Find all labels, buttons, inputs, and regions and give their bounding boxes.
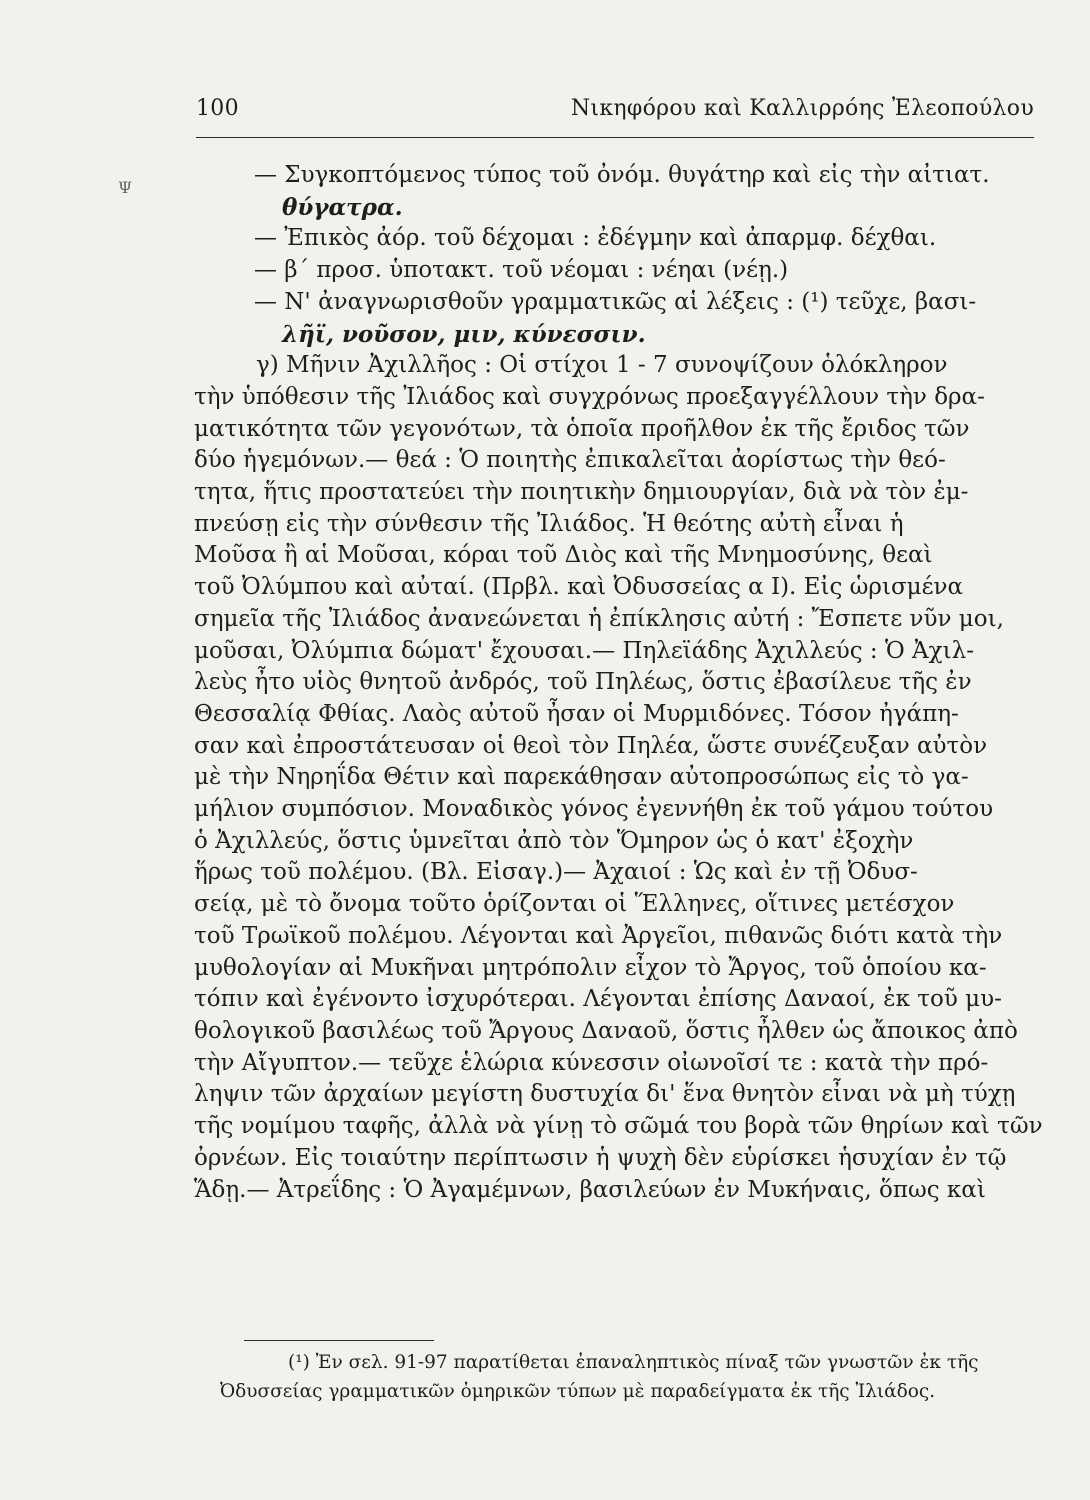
text-line: ματικότητα τῶν γεγονότων, τὰ ὁποῖα προῆλθον ἐκ τῆς ἔριδος τῶν — [194, 415, 970, 442]
margin-mark: Ψ — [118, 178, 133, 197]
text-line: Μοῦσα ἢ αἱ Μοῦσαι, κόραι τοῦ Διὸς καὶ τῆς Μνημοσύνης, θεαὶ — [194, 542, 933, 569]
text-line: τοῦ Τρωϊκοῦ πολέμου. Λέγονται καὶ Ἀργεῖοι, πιθανῶς διότι κατὰ τὴν — [194, 922, 1003, 949]
text-line: — β΄ προσ. ὑποτακτ. τοῦ νέομαι : νέηαι (νέῃ.) — [254, 257, 789, 284]
text-line: Ἅδῃ.— Ἀτρεΐδης : Ὁ Ἀγαμέμνων, βασιλεύων ἐν Μυκήναις, ὅπως καὶ — [194, 1176, 986, 1203]
text-line: τῆς νομίμου ταφῆς, ἀλλὰ νὰ γίνῃ τὸ σῶμά του βορὰ τῶν θηρίων καὶ τῶν — [194, 1113, 1043, 1140]
text-line: ὁ Ἀχιλλεύς, ὅστις ὑμνεῖται ἀπὸ τὸν Ὅμηρον ὡς ὁ κατ' ἐξοχὴν — [194, 827, 914, 854]
text-line: μυθολογίαν αἱ Μυκῆναι μητρόπολιν εἶχον τὸ Ἄργος, τοῦ ὁποίου κα- — [194, 954, 987, 981]
text-line: Θεσσαλίᾳ Φθίας. Λαὸς αὐτοῦ ἦσαν οἱ Μυρμιδόνες. Τόσον ἠγάπη- — [194, 700, 959, 727]
page-number: 100 — [196, 96, 239, 121]
text-line: γ) Μῆνιν Ἀχιλλῆος : Οἱ στίχοι 1 - 7 συνοψίζουν ὁλόκληρον — [256, 352, 948, 379]
text-line: τὴν ὑπόθεσιν τῆς Ἰλιάδος καὶ συγχρόνως προεξαγγέλλουν τὴν δρα- — [194, 383, 985, 410]
footnote-line: (¹) Ἐν σελ. 91-97 παρατίθεται ἐπαναληπτικὸς πίναξ τῶν γνωστῶν ἐκ τῆς — [288, 1352, 979, 1373]
text-line: ὀρνέων. Εἰς τοιαύτην περίπτωσιν ἡ ψυχὴ δὲν εὑρίσκει ἡσυχίαν ἐν τῷ — [194, 1144, 1007, 1171]
text-line: σαν καὶ ἐπροστάτευσαν οἱ θεοὶ τὸν Πηλέα, ὥστε συνέζευξαν αὐτὸν — [194, 732, 988, 759]
header-rule — [196, 137, 1034, 138]
text-line: λῆϊ, νοῦσον, μιν, κύνεσσιν. — [282, 320, 646, 348]
text-line: — Ἐπικὸς ἀόρ. τοῦ δέχομαι : ἐδέγμην καὶ ἀπαρμφ. δέχθαι. — [254, 225, 937, 252]
text-line: θολογικοῦ βασιλέως τοῦ Ἄργους Δαναοῦ, ὅστις ἦλθεν ὡς ἄποικος ἀπὸ — [194, 1017, 1018, 1044]
text-line: τητα, ἥτις προστατεύει τὴν ποιητικὴν δημιουργίαν, διὰ νὰ τὸν ἐμ- — [194, 479, 969, 506]
running-title: Νικηφόρου καὶ Καλλιρρόης Ἐλεοπούλου — [570, 96, 1034, 121]
text-line: πνεύσῃ εἰς τὴν σύνθεσιν τῆς Ἰλιάδος. Ἡ θεότης αὐτὴ εἶναι ἡ — [194, 510, 904, 537]
text-line: τόπιν καὶ ἐγένοντο ἰσχυρότεραι. Λέγονται ἐπίσης Δαναοί, ἐκ τοῦ μυ- — [194, 986, 1002, 1013]
footnote-rule — [244, 1340, 434, 1341]
text-line: μήλιον συμπόσιον. Μοναδικὸς γόνος ἐγεννήθη ἐκ τοῦ γάμου τούτου — [194, 796, 994, 823]
text-line: ἥρως τοῦ πολέμου. (Βλ. Εἰσαγ.)— Ἀχαιοί : Ὡς καὶ ἐν τῇ Ὀδυσ- — [194, 859, 918, 886]
text-line: μοῦσαι, Ὀλύμπια δώματ' ἔχουσαι.— Πηλεϊάδης Ἀχιλλεύς : Ὁ Ἀχιλ- — [194, 637, 974, 664]
text-line: θύγατρα. — [282, 193, 403, 221]
footnotes — [220, 1348, 1040, 1406]
text-line: σείᾳ, μὲ τὸ ὄνομα τοῦτο ὁρίζονται οἱ Ἕλληνες, οἵτινες μετέσχον — [194, 891, 955, 918]
text-line: λεὺς ἦτο υἱὸς θνητοῦ ἀνδρός, τοῦ Πηλέως, ὅστις ἐβασίλευε τῆς ἐν — [194, 669, 972, 696]
text-line: — Συγκοπτόμενος τύπος τοῦ ὀνόμ. θυγάτηρ καὶ εἰς τὴν αἰτιατ. — [254, 162, 990, 188]
text-line: ληψιν τῶν ἀρχαίων μεγίστη δυστυχία δι' ἕνα θνητὸν εἶναι νὰ μὴ τύχῃ — [194, 1081, 1016, 1108]
text-line: τοῦ Ὀλύμπου καὶ αὐταί. (Πρβλ. καὶ Ὀδυσσείας α Ι). Εἰς ὡρισμένα — [194, 574, 964, 601]
text-line: — Ν' ἀναγνωρισθοῦν γραμματικῶς αἱ λέξεις : (¹) τεῦχε, βασι- — [254, 288, 977, 315]
text-line: μὲ τὴν Νηρηΐδα Θέτιν καὶ παρεκάθησαν αὐτοπροσώπως εἰς τὸ γα- — [194, 764, 969, 791]
text-line: τὴν Αἴγυπτον.— τεῦχε ἑλώρια κύνεσσιν οἰωνοῖσί τε : κατὰ τὴν πρό- — [194, 1049, 989, 1076]
footnote-line: Ὀδυσσείας γραμματικῶν ὁμηρικῶν τύπων μὲ παραδείγματα ἐκ τῆς Ἰλιάδος. — [220, 1381, 936, 1402]
text-line: σημεῖα τῆς Ἰλιάδος ἀνανεώνεται ἡ ἐπίκλησις αὐτή : Ἔσπετε νῦν μοι, — [194, 605, 1004, 632]
body-text — [194, 160, 1044, 1206]
text-line: δύο ἡγεμόνων.— θεά : Ὁ ποιητὴς ἐπικαλεῖται ἀορίστως τὴν θεό- — [194, 447, 946, 474]
